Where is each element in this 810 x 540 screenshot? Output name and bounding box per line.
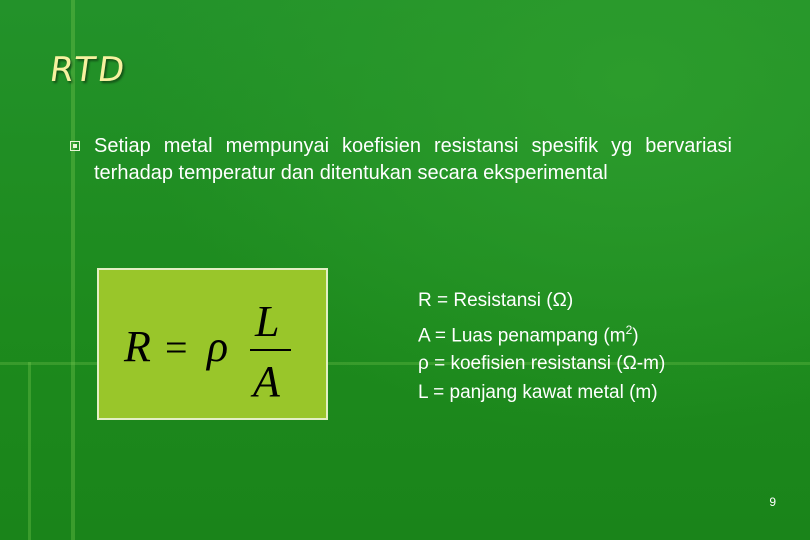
definition-rho: ρ = koefisien resistansi (Ω-m) [418, 353, 666, 375]
formula-lhs: R [124, 322, 151, 371]
formula-numerator: L [255, 297, 280, 346]
formula-rho: ρ [207, 322, 229, 371]
variable-definitions [418, 287, 665, 407]
definition-a: A = Luas penampang $(m^2)$ [418, 322, 639, 346]
bullet-item [70, 133, 732, 187]
bullet-text: Setiap metal mempunyai koefisien resistansi spesifik yg bervariasi terhadap temperatur dan ditentukan secara eksperimental [94, 135, 732, 184]
formula-equals: = [165, 325, 188, 370]
page-number: 9 [769, 495, 776, 509]
square-bullet-icon [70, 141, 80, 151]
resistance-formula [99, 270, 326, 418]
formula-box [97, 268, 328, 420]
formula-denominator: A [253, 357, 280, 406]
definition-l: L = panjang kawat metal (m) [418, 381, 658, 403]
decor-vertical-line [28, 362, 31, 540]
slide-title: RTD [47, 50, 130, 90]
superscript-2: 2 [625, 322, 633, 337]
definition-r: R = Resistansi (Ω) [418, 290, 574, 311]
